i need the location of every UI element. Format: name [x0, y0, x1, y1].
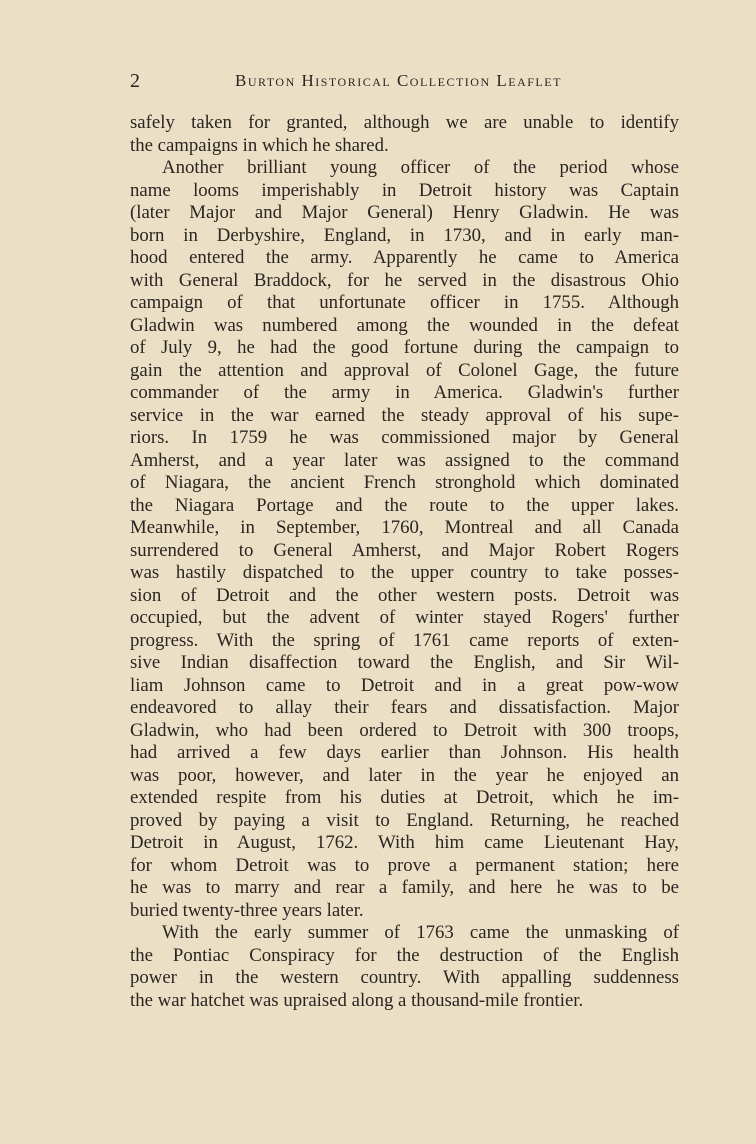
- text-line: sion of Detroit and the other western posts. Detroit was: [130, 584, 679, 606]
- text-line: Gladwin was numbered among the wounded in the defeat: [130, 314, 679, 336]
- text-line: of Niagara, the ancient French stronghold which dominated: [130, 472, 679, 493]
- text-line: was poor, however, and later in the year he enjoyed an: [130, 764, 679, 786]
- text-line: had arrived a few days earlier than Johnson. His health: [130, 742, 679, 763]
- body-text: [130, 112, 679, 1012]
- text-line: was hastily dispatched to the upper country to take posses-: [130, 562, 679, 583]
- text-line: the war hatchet was upraised along a thousand-mile frontier.: [130, 989, 584, 1011]
- text-line: the campaigns in which he shared.: [130, 134, 389, 156]
- text-line: commander of the army in America. Gladwin's further: [130, 382, 679, 403]
- text-line: (later Major and Major General) Henry Gladwin. He was: [130, 202, 679, 223]
- text-line: campaign of that unfortunate officer in 1755. Although: [130, 292, 679, 313]
- text-line: occupied, but the advent of winter stayed Rogers' further: [130, 607, 679, 628]
- paragraph-start-line: With the early summer of 1763 came the unmasking of: [162, 922, 679, 943]
- text-line: for whom Detroit was to prove a permanent station; here: [130, 854, 679, 876]
- running-title: Burton Historical Collection Leaflet: [235, 71, 562, 90]
- text-line: power in the western country. With appalling suddenness: [130, 967, 679, 988]
- text-line: the Pontiac Conspiracy for the destruction of the English: [130, 944, 679, 966]
- text-line: buried twenty-three years later.: [130, 899, 364, 921]
- text-line: extended respite from his duties at Detroit, which he im-: [130, 787, 679, 808]
- text-line: proved by paying a visit to England. Returning, he reached: [130, 809, 679, 831]
- paragraph-start-line: Another brilliant young officer of the period whose: [162, 157, 679, 178]
- page-number: 2: [130, 70, 140, 92]
- text-line: Detroit in August, 1762. With him came Lieutenant Hay,: [130, 832, 679, 853]
- text-line: endeavored to allay their fears and dissatisfaction. Major: [130, 697, 679, 718]
- text-line: surrendered to General Amherst, and Major Robert Rogers: [130, 539, 679, 561]
- text-line: service in the war earned the steady approval of his supe-: [130, 404, 679, 426]
- text-line: liam Johnson came to Detroit and in a great pow-wow: [130, 674, 679, 696]
- text-line: safely taken for granted, although we are unable to identify: [130, 112, 679, 133]
- text-line: riors. In 1759 he was commissioned major by General: [130, 427, 679, 448]
- text-line: hood entered the army. Apparently he came to America: [130, 247, 679, 268]
- text-line: Meanwhile, in September, 1760, Montreal and all Canada: [130, 517, 679, 538]
- text-line: the Niagara Portage and the route to the upper lakes.: [130, 494, 679, 516]
- text-line: he was to marry and rear a family, and here he was to be: [130, 877, 679, 898]
- text-line: Amherst, and a year later was assigned to the command: [130, 449, 679, 471]
- text-line: of July 9, he had the good fortune during the campaign to: [130, 337, 679, 358]
- page-header: [130, 68, 680, 94]
- text-line: Gladwin, who had been ordered to Detroit with 300 troops,: [130, 719, 679, 741]
- text-line: gain the attention and approval of Colonel Gage, the future: [130, 359, 679, 381]
- text-line: name looms imperishably in Detroit history was Captain: [130, 179, 679, 201]
- text-line: born in Derbyshire, England, in 1730, and in early man-: [130, 224, 679, 246]
- text-line: with General Braddock, for he served in the disastrous Ohio: [130, 269, 679, 291]
- text-line: progress. With the spring of 1761 came reports of exten-: [130, 629, 679, 651]
- text-line: sive Indian disaffection toward the English, and Sir Wil-: [130, 652, 679, 673]
